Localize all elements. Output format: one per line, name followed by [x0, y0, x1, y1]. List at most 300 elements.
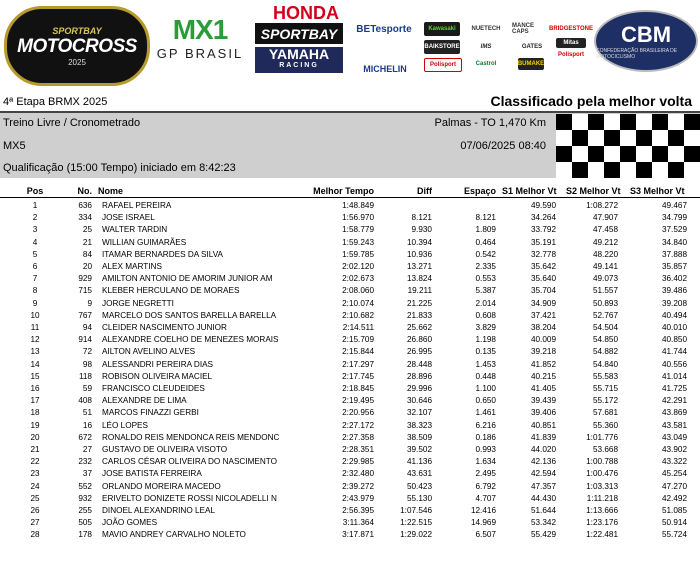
cell-s2: 53.668: [592, 445, 618, 454]
cell-no: 25: [82, 225, 92, 235]
mx1-logo-sub: GP BRASIL: [156, 45, 244, 61]
cell-pos: 6: [32, 262, 38, 271]
cell-no: 37: [82, 469, 92, 479]
cell-s1: 39.439: [530, 396, 556, 406]
cell-s3: 39.486: [661, 286, 687, 296]
cell-no: 59: [82, 384, 92, 393]
cell-s2: 1:01.776: [586, 432, 618, 442]
tire-brand-logo: Polisport: [424, 58, 462, 72]
cell-best: 2:20.956: [342, 408, 374, 418]
table-row: [0, 481, 700, 493]
cell-best: 2:29.985: [342, 457, 374, 467]
cell-diff: 10.394: [406, 237, 432, 247]
cell-no: 408: [78, 396, 92, 406]
cell-s2: 55.715: [592, 384, 618, 393]
cell-s1: 53.342: [530, 518, 556, 528]
cell-s2: 54.882: [592, 347, 618, 357]
table-row: [0, 346, 700, 358]
table-row: [0, 249, 700, 261]
cell-best: 2:17.297: [342, 359, 374, 369]
cell-diff: 8.121: [411, 213, 432, 223]
track-location: Palmas - TO 1,470 Km: [434, 117, 546, 129]
cell-s2: 54.840: [592, 359, 618, 369]
cell-s1: 40.215: [530, 371, 556, 381]
cell-gap: 1.198: [475, 335, 496, 345]
table-row: [0, 310, 700, 322]
cell-gap: 0.542: [475, 249, 496, 259]
cell-diff: 50.423: [406, 481, 432, 491]
cell-s1: 49.590: [530, 201, 556, 210]
cell-pos: 12: [30, 335, 40, 345]
cell-name: ALEXANDRE COELHO DE MENEZES MORAIS: [102, 335, 279, 345]
cell-best: 1:48.849: [342, 201, 374, 210]
table-row: [0, 505, 700, 517]
cell-gap: 4.707: [475, 493, 496, 503]
cell-s2: 1:00.788: [586, 457, 618, 467]
sportbay-logo-top: SPORTBAY: [52, 25, 102, 36]
sportbay-logo-main: MOTOCROSS: [17, 35, 137, 57]
cell-gap: 0.608: [475, 310, 496, 320]
bumake-logo: BUMAKE: [518, 58, 544, 70]
cell-name: JORGE NEGRETTI: [102, 298, 174, 308]
table-row: [0, 212, 700, 224]
table-row: [0, 529, 700, 541]
cell-gap: 12.416: [470, 506, 496, 515]
cell-s2: 55.583: [592, 371, 618, 381]
cell-s3: 41.725: [661, 384, 687, 393]
cell-s3: 36.402: [661, 274, 687, 284]
table-row: [0, 298, 700, 310]
mance-caps-logo: MANCE CAPS: [512, 23, 534, 35]
cell-name: FRANCISCO CLEUDEIDES: [102, 384, 205, 393]
cell-s3: 41.744: [661, 347, 687, 357]
cell-s1: 37.421: [530, 310, 556, 320]
cell-s2: 49.212: [592, 237, 618, 247]
cell-best: 2:18.845: [342, 384, 374, 393]
cell-gap: 0.448: [475, 371, 496, 381]
table-row: [0, 285, 700, 297]
cell-no: 232: [78, 457, 92, 467]
cell-name: JOSE BATISTA FERREIRA: [102, 469, 202, 479]
cell-no: 94: [82, 323, 92, 332]
cell-gap: 1.100: [475, 384, 496, 393]
cell-pos: 13: [30, 347, 40, 357]
cell-diff: 43.631: [406, 469, 432, 479]
honda-logo: HONDA: [273, 2, 339, 23]
cell-pos: 21: [30, 445, 40, 454]
cell-best: 2:10.074: [342, 298, 374, 308]
cell-no: 72: [82, 347, 92, 357]
cell-pos: 7: [32, 274, 38, 284]
cell-name: RAFAEL PEREIRA: [102, 201, 172, 210]
cell-pos: 2: [32, 213, 38, 223]
cell-s1: 42.594: [530, 469, 556, 479]
table-row: [0, 334, 700, 346]
col-header-gap: Espaço: [463, 186, 496, 196]
cell-name: KLEBER HERCULANO DE MORAES: [102, 286, 240, 296]
cell-name: MARCELO DOS SANTOS BARELLA BARELLA: [102, 310, 277, 320]
col-header-name: Nome: [98, 186, 124, 196]
cell-name: WILLIAN GUIMARÃES: [102, 237, 187, 247]
col-header-pos: Pos: [26, 186, 44, 196]
session-name: Treino Livre / Cronometrado: [3, 117, 141, 129]
cell-s2: 1:23.176: [586, 518, 618, 528]
cell-s1: 39.406: [530, 408, 556, 418]
cell-diff: 28.896: [406, 371, 432, 381]
sponsor-banner: [0, 0, 700, 88]
table-row: [0, 517, 700, 529]
cell-s1: 40.851: [530, 420, 556, 430]
table-row: [0, 468, 700, 480]
table-row: [0, 407, 700, 419]
cell-diff: 41.136: [406, 457, 432, 467]
cell-gap: 8.121: [475, 213, 496, 223]
cell-no: 20: [82, 262, 92, 271]
cell-gap: 2.014: [475, 298, 496, 308]
cell-s3: 43.322: [661, 457, 687, 467]
cell-pos: 9: [32, 298, 38, 308]
cell-gap: 1.634: [475, 457, 496, 467]
cbm-logo-main: CBM: [620, 22, 672, 47]
cell-name: JOÃO GOMES: [102, 518, 158, 528]
cell-no: 932: [78, 493, 92, 503]
cell-s1: 41.852: [530, 359, 556, 369]
cell-s2: 1:00.476: [586, 469, 618, 479]
cell-s1: 39.218: [530, 347, 556, 357]
cell-diff: 10.936: [406, 249, 432, 259]
col-header-best: Melhor Tempo: [313, 186, 374, 196]
cell-no: 914: [78, 335, 92, 345]
cell-no: 767: [78, 310, 92, 320]
cell-no: 9: [87, 298, 92, 308]
cell-s3: 51.085: [661, 506, 687, 515]
cell-gap: 3.829: [475, 323, 496, 332]
ims-logo: IMS: [480, 44, 492, 50]
cell-diff: 1:07.546: [400, 506, 432, 515]
cell-no: 178: [78, 530, 92, 540]
cell-name: LÉO LOPES: [102, 420, 148, 430]
cell-best: 2:43.979: [342, 493, 374, 503]
cell-s1: 55.429: [530, 530, 556, 540]
cell-diff: 38.323: [406, 420, 432, 430]
cell-pos: 15: [30, 371, 40, 381]
nuetech-logo: NUETECH: [471, 26, 501, 32]
cell-gap: 0.650: [475, 396, 496, 406]
cell-s3: 37.888: [661, 249, 687, 259]
cell-diff: 55.130: [406, 493, 432, 503]
cell-s1: 34.264: [530, 213, 556, 223]
yamaha-logo-main: YAMAHA: [268, 46, 330, 62]
cell-diff: 26.860: [406, 335, 432, 345]
cell-no: 672: [78, 432, 92, 442]
cell-diff: 38.509: [406, 432, 432, 442]
event-stage: 4ª Etapa BRMX 2025: [3, 96, 108, 108]
cell-pos: 16: [30, 384, 40, 393]
cell-s3: 47.270: [661, 481, 687, 491]
cell-s3: 43.049: [661, 432, 687, 442]
cell-s3: 42.291: [661, 396, 687, 406]
cell-diff: 13.824: [406, 274, 432, 284]
cell-best: 2:39.272: [342, 481, 374, 491]
cell-s2: 51.557: [592, 286, 618, 296]
cell-name: WALTER TARDIN: [102, 225, 168, 235]
cell-pos: 5: [32, 249, 38, 259]
cell-diff: 13.271: [406, 262, 432, 271]
cell-pos: 26: [30, 506, 40, 515]
cell-gap: 1.461: [475, 408, 496, 418]
cell-gap: 2.335: [475, 262, 496, 271]
sportbay-logo-year: 2025: [68, 57, 86, 67]
cell-gap: 6.792: [475, 481, 496, 491]
cell-name: GUSTAVO DE OLIVEIRA VISOTO: [102, 445, 228, 454]
gates-logo: GATES: [521, 44, 543, 50]
table-row: [0, 420, 700, 432]
cell-name: MAVIO ANDREY CARVALHO NOLETO: [102, 530, 246, 540]
cell-best: 1:59.785: [342, 249, 374, 259]
cell-best: 2:28.351: [342, 445, 374, 454]
cell-best: 2:17.745: [342, 371, 374, 381]
cell-no: 21: [82, 237, 92, 247]
cell-pos: 10: [30, 310, 40, 320]
cell-gap: 2.495: [475, 469, 496, 479]
cell-s3: 43.581: [661, 420, 687, 430]
cell-no: 255: [78, 506, 92, 515]
cell-s2: 1:11.218: [586, 493, 618, 503]
cell-s2: 1:03.313: [586, 481, 618, 491]
cell-pos: 27: [30, 518, 40, 528]
cell-no: 636: [78, 201, 92, 210]
cell-diff: 1:22.515: [400, 518, 432, 528]
cell-gap: 0.553: [475, 274, 496, 284]
cell-gap: 14.969: [470, 518, 496, 528]
sportbay-motocross-logo: [4, 6, 150, 86]
cell-gap: 0.135: [475, 347, 496, 357]
cell-s2: 1:13.666: [586, 506, 618, 515]
cell-pos: 20: [30, 432, 40, 442]
cell-best: 2:27.172: [342, 420, 374, 430]
cell-no: 552: [78, 481, 92, 491]
cell-s2: 47.907: [592, 213, 618, 223]
cell-best: 2:32.480: [342, 469, 374, 479]
cell-diff: 19.211: [407, 286, 432, 296]
category-name: MX5: [3, 140, 26, 152]
table-row: [0, 200, 700, 212]
cell-s1: 38.204: [530, 323, 556, 332]
sportbay-logo: SPORTBAY: [255, 23, 343, 44]
cell-s3: 55.724: [661, 530, 687, 540]
cell-s3: 40.850: [661, 335, 687, 345]
cell-no: 715: [78, 286, 92, 296]
cell-s1: 44.430: [530, 493, 556, 503]
cell-best: 2:08.060: [342, 286, 374, 296]
cell-best: 1:59.243: [342, 237, 374, 247]
cell-diff: 28.448: [406, 359, 432, 369]
col-header-diff: Diff: [417, 186, 432, 196]
cell-pos: 24: [30, 481, 40, 491]
cell-s2: 48.220: [592, 249, 618, 259]
checkered-flag-icon: [556, 113, 700, 178]
cell-best: 2:02.120: [342, 262, 374, 271]
cell-s2: 1:22.481: [586, 530, 618, 540]
cell-s3: 34.840: [661, 237, 687, 247]
polisport-logo: Polisport: [557, 52, 584, 58]
cell-s1: 41.405: [530, 384, 556, 393]
cell-s1: 42.136: [530, 457, 556, 467]
table-row: [0, 456, 700, 468]
castrol-logo: Castrol: [475, 61, 497, 67]
table-row: [0, 493, 700, 505]
col-header-s1: S1 Melhor Vt: [502, 186, 557, 196]
cell-s3: 34.799: [661, 213, 687, 223]
cell-best: 2:56.395: [342, 506, 374, 515]
cell-s2: 52.767: [592, 310, 618, 320]
table-row: [0, 322, 700, 334]
yamaha-racing-logo: [255, 47, 343, 73]
cell-name: AILTON AVELINO ALVES: [102, 347, 196, 357]
cell-diff: 29.996: [406, 384, 432, 393]
cell-s3: 40.010: [661, 323, 687, 332]
cell-pos: 17: [30, 396, 40, 406]
cbm-logo: [594, 10, 698, 72]
cell-s3: 40.556: [661, 359, 687, 369]
cell-name: ITAMAR BERNARDES DA SILVA: [102, 249, 224, 259]
cell-best: 3:17.871: [342, 530, 374, 540]
cell-name: JOSE ISRAEL: [102, 213, 155, 223]
cell-s3: 42.492: [661, 493, 687, 503]
cell-s2: 54.504: [592, 323, 618, 332]
cell-name: MARCOS FINAZZI GERBI: [102, 408, 199, 418]
qualification-info: Qualificação (15:00 Tempo) iniciado em 8:42:23: [3, 162, 236, 174]
table-row: [0, 359, 700, 371]
cell-name: ORLANDO MOREIRA MACEDO: [102, 481, 221, 491]
cell-s1: 44.020: [530, 445, 556, 454]
cell-s3: 41.014: [661, 371, 687, 381]
table-row: [0, 395, 700, 407]
cell-s3: 49.467: [661, 201, 687, 210]
cell-s3: 35.857: [661, 262, 687, 271]
cell-s2: 49.073: [592, 274, 618, 284]
cell-pos: 18: [30, 408, 40, 418]
cell-best: 2:14.511: [342, 323, 374, 332]
cell-s1: 33.792: [530, 225, 556, 235]
cell-s2: 57.681: [592, 408, 618, 418]
cell-name: ALEXANDRE DE LIMA: [102, 396, 187, 406]
cell-diff: 21.225: [406, 298, 432, 308]
yamaha-logo-sub: RACING: [279, 62, 319, 69]
cell-pos: 3: [32, 225, 38, 235]
cell-name: ROBISON OLIVEIRA MACIEL: [102, 371, 213, 381]
cell-s2: 47.458: [592, 225, 618, 235]
cell-s3: 37.529: [661, 225, 687, 235]
table-row: [0, 444, 700, 456]
cell-name: CARLOS CÉSAR OLIVEIRA DO NASCIMENTO: [102, 457, 278, 467]
baikstore-logo: BAIKSTORE: [424, 40, 460, 54]
cell-best: 1:58.779: [342, 225, 374, 235]
cell-best: 2:02.673: [342, 274, 374, 284]
cbm-logo-sub: CONFEDERAÇÃO BRASILEIRA DE MOTOCICLISMO: [596, 48, 678, 60]
cell-diff: 32.107: [406, 408, 432, 418]
cell-gap: 0.464: [475, 237, 496, 247]
cell-name: DINOEL ALEXANDRINO LEAL: [102, 506, 215, 515]
cell-best: 2:15.709: [342, 335, 374, 345]
col-header-s3: S3 Melhor Vt: [630, 186, 685, 196]
cell-no: 505: [78, 518, 92, 528]
cell-s3: 43.869: [661, 408, 687, 418]
cell-s1: 41.839: [530, 432, 556, 442]
cell-s3: 50.914: [661, 518, 687, 528]
table-row: [0, 273, 700, 285]
cell-no: 334: [78, 213, 92, 223]
cell-pos: 19: [30, 420, 40, 430]
col-header-no: No.: [77, 186, 92, 196]
cell-pos: 14: [30, 359, 40, 369]
cell-best: 2:27.358: [342, 432, 374, 442]
cell-gap: 6.216: [475, 420, 496, 430]
cell-gap: 1.453: [475, 359, 496, 369]
cell-s3: 40.494: [661, 310, 687, 320]
cell-diff: 21.833: [406, 310, 432, 320]
cell-no: 98: [82, 359, 92, 369]
cell-no: 27: [82, 445, 92, 454]
cell-gap: 0.186: [475, 432, 496, 442]
cell-name: CLEIDER NASCIMENTO JUNIOR: [102, 323, 227, 332]
cell-s1: 40.009: [530, 335, 556, 345]
cell-gap: 6.507: [475, 530, 496, 540]
cell-no: 929: [78, 274, 92, 284]
cell-s1: 32.778: [530, 249, 556, 259]
cell-name: ERIVELTO DONIZETE ROSSI NICOLADELLI N: [102, 493, 277, 503]
cell-s2: 55.360: [592, 420, 618, 430]
cell-pos: 25: [30, 493, 40, 503]
cell-s1: 47.357: [530, 481, 556, 491]
cell-s2: 50.893: [592, 298, 618, 308]
table-row: [0, 371, 700, 383]
cell-no: 51: [82, 408, 92, 418]
col-header-s2: S2 Melhor Vt: [566, 186, 621, 196]
cell-s1: 34.909: [530, 298, 556, 308]
cell-diff: 1:29.022: [400, 530, 432, 540]
table-row: [0, 432, 700, 444]
cell-pos: 1: [32, 201, 38, 210]
cell-diff: 25.662: [406, 323, 432, 332]
cell-diff: 9.930: [411, 225, 432, 235]
cell-no: 84: [82, 249, 92, 259]
cell-pos: 28: [30, 530, 40, 540]
cell-no: 16: [82, 420, 92, 430]
cell-best: 2:10.682: [342, 310, 374, 320]
cell-s3: 39.208: [661, 298, 687, 308]
cell-s3: 43.902: [661, 445, 687, 454]
kawasaki-logo: Kawasaki: [424, 22, 460, 36]
cell-best: 3:11.364: [342, 518, 374, 528]
cell-pos: 4: [32, 237, 38, 247]
mitas-logo: Mitas: [556, 38, 586, 48]
cell-no: 118: [78, 371, 92, 381]
cell-best: 2:19.495: [342, 396, 374, 406]
table-row: [0, 224, 700, 236]
cell-s1: 35.704: [530, 286, 556, 296]
cell-gap: 1.809: [475, 225, 496, 235]
table-row: [0, 237, 700, 249]
cell-diff: 26.995: [406, 347, 432, 357]
cell-s2: 54.850: [592, 335, 618, 345]
cell-s2: 1:08.272: [586, 201, 618, 210]
mx1-logo-main: MX1: [172, 13, 228, 45]
michelin-logo: MICHELIN: [363, 64, 407, 74]
table-row: [0, 261, 700, 273]
cell-best: 2:15.844: [342, 347, 374, 357]
cell-pos: 11: [30, 323, 40, 332]
